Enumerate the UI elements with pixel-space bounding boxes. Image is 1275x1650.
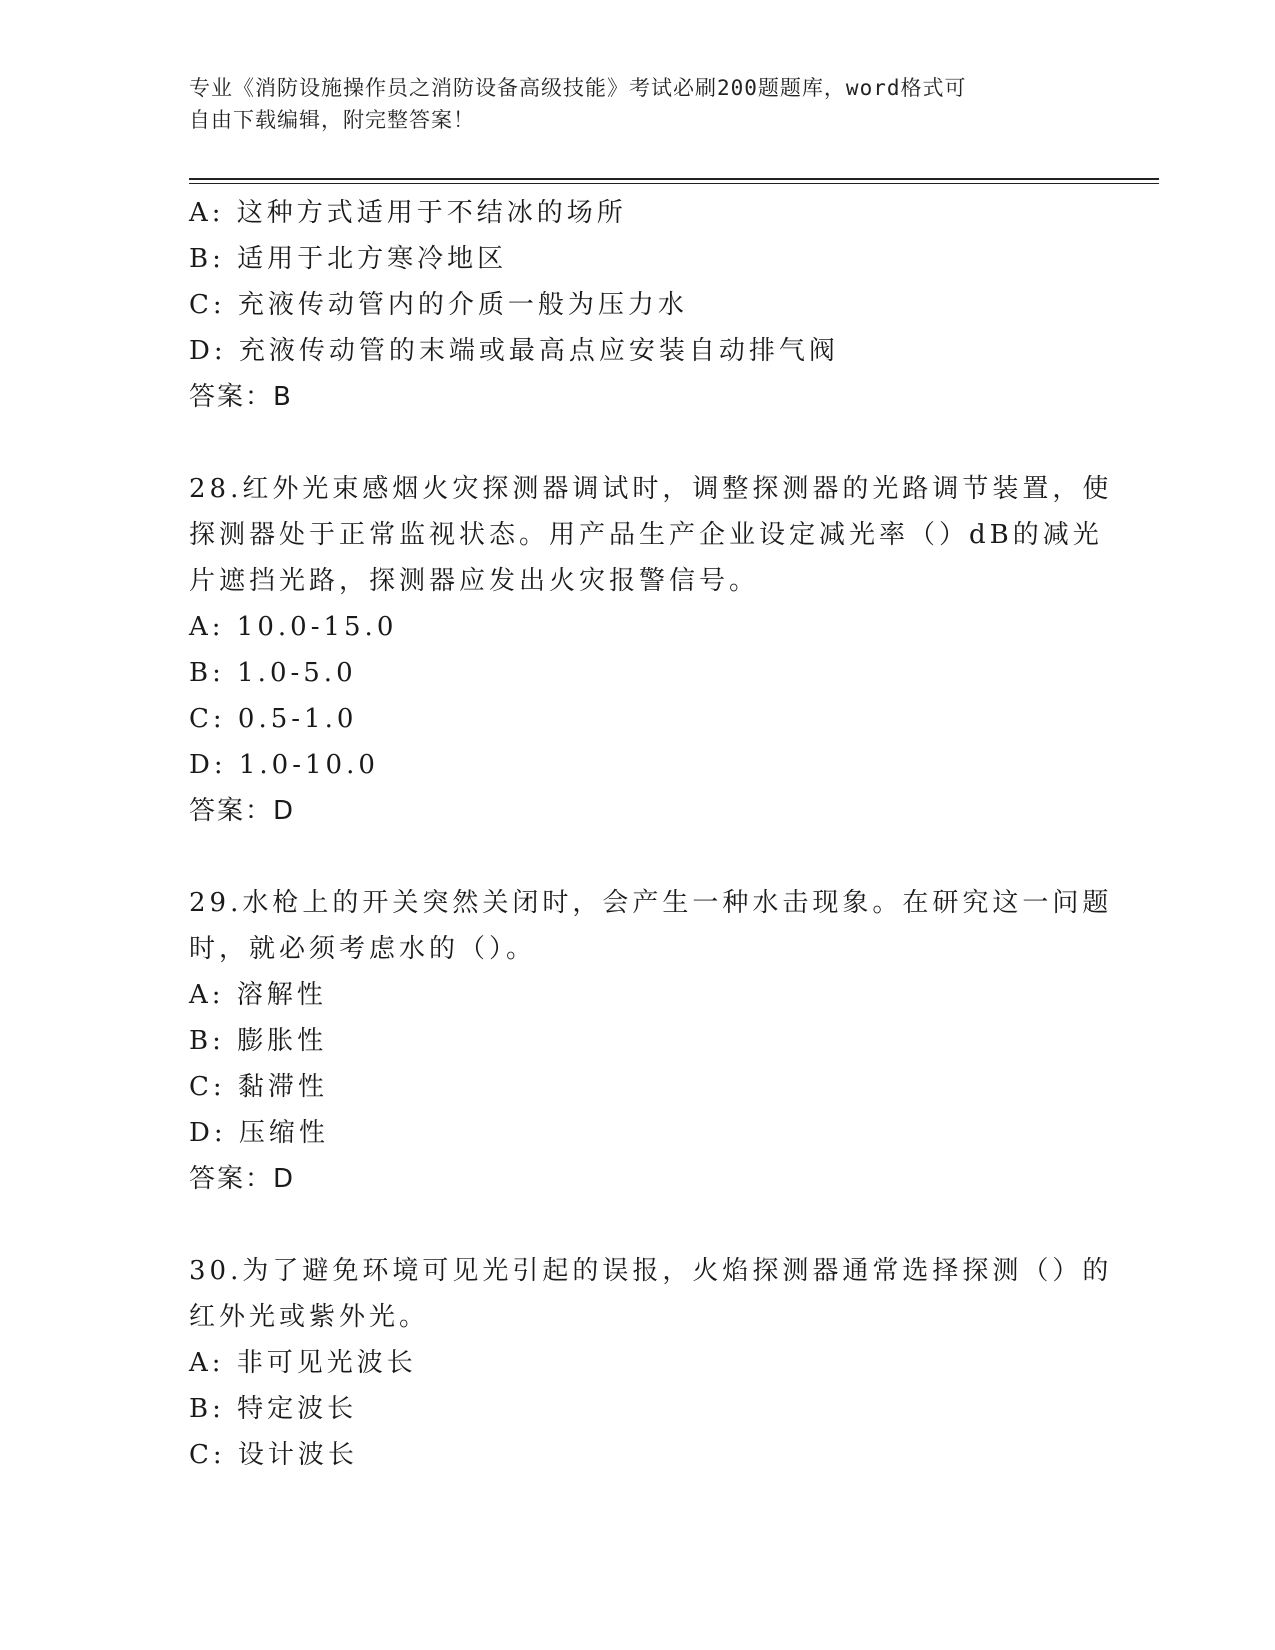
header-divider-thin	[189, 183, 1159, 184]
option-b: B: 1.0-5.0	[189, 658, 357, 688]
spacer	[189, 420, 1089, 466]
option-c: C: 设计波长	[189, 1440, 358, 1470]
spacer	[189, 834, 1089, 880]
answer: 答案：D	[189, 796, 296, 826]
option-b: B: 膨胀性	[189, 1026, 328, 1056]
answer: 答案：D	[189, 1164, 296, 1194]
question-28	[189, 466, 1113, 834]
question-30	[189, 1248, 1113, 1478]
question-stem-line: 探测器处于正常监视状态。用产品生产企业设定减光率（）dB的减光	[189, 520, 1103, 550]
option-d: D: 充液传动管的末端或最高点应安装自动排气阀	[189, 336, 839, 366]
question-stem-line: 29.水枪上的开关突然关闭时，会产生一种水击现象。在研究这一问题	[189, 888, 1113, 918]
option-b: B: 特定波长	[189, 1394, 358, 1424]
header-divider-thick	[189, 178, 1159, 180]
option-c: C: 充液传动管内的介质一般为压力水	[189, 290, 688, 320]
question-29	[189, 880, 1113, 1202]
option-c: C: 0.5-1.0	[189, 704, 358, 734]
question-27	[189, 190, 1089, 420]
question-stem-line: 片遮挡光路，探测器应发出火灾报警信号。	[189, 566, 760, 596]
question-stem-line: 时，就必须考虑水的（）。	[189, 934, 537, 964]
option-d: D: 压缩性	[189, 1118, 329, 1148]
option-a: A: 非可见光波长	[189, 1348, 417, 1378]
question-stem-line: 30.为了避免环境可见光引起的误报，火焰探测器通常选择探测（）的	[189, 1256, 1113, 1286]
option-a: A: 10.0-15.0	[189, 612, 398, 642]
option-d: D: 1.0-10.0	[189, 750, 379, 780]
spacer	[189, 1202, 1089, 1248]
question-stem-line: 红外光或紫外光。	[189, 1302, 430, 1332]
answer: 答案：B	[189, 382, 293, 412]
question-list	[189, 190, 1113, 1478]
header-line-1: 专业《消防设施操作员之消防设备高级技能》考试必刷200题题库，word格式可	[189, 76, 967, 100]
question-stem-line: 28.红外光束感烟火灾探测器调试时，调整探测器的光路调节装置，使	[189, 474, 1113, 504]
option-a: A: 溶解性	[189, 980, 327, 1010]
option-c: C: 黏滞性	[189, 1072, 328, 1102]
header-line-2: 自由下载编辑，附完整答案！	[189, 108, 475, 132]
document-header	[189, 72, 1089, 136]
option-a: A: 这种方式适用于不结冰的场所	[189, 198, 627, 228]
option-b: B: 适用于北方寒冷地区	[189, 244, 508, 274]
